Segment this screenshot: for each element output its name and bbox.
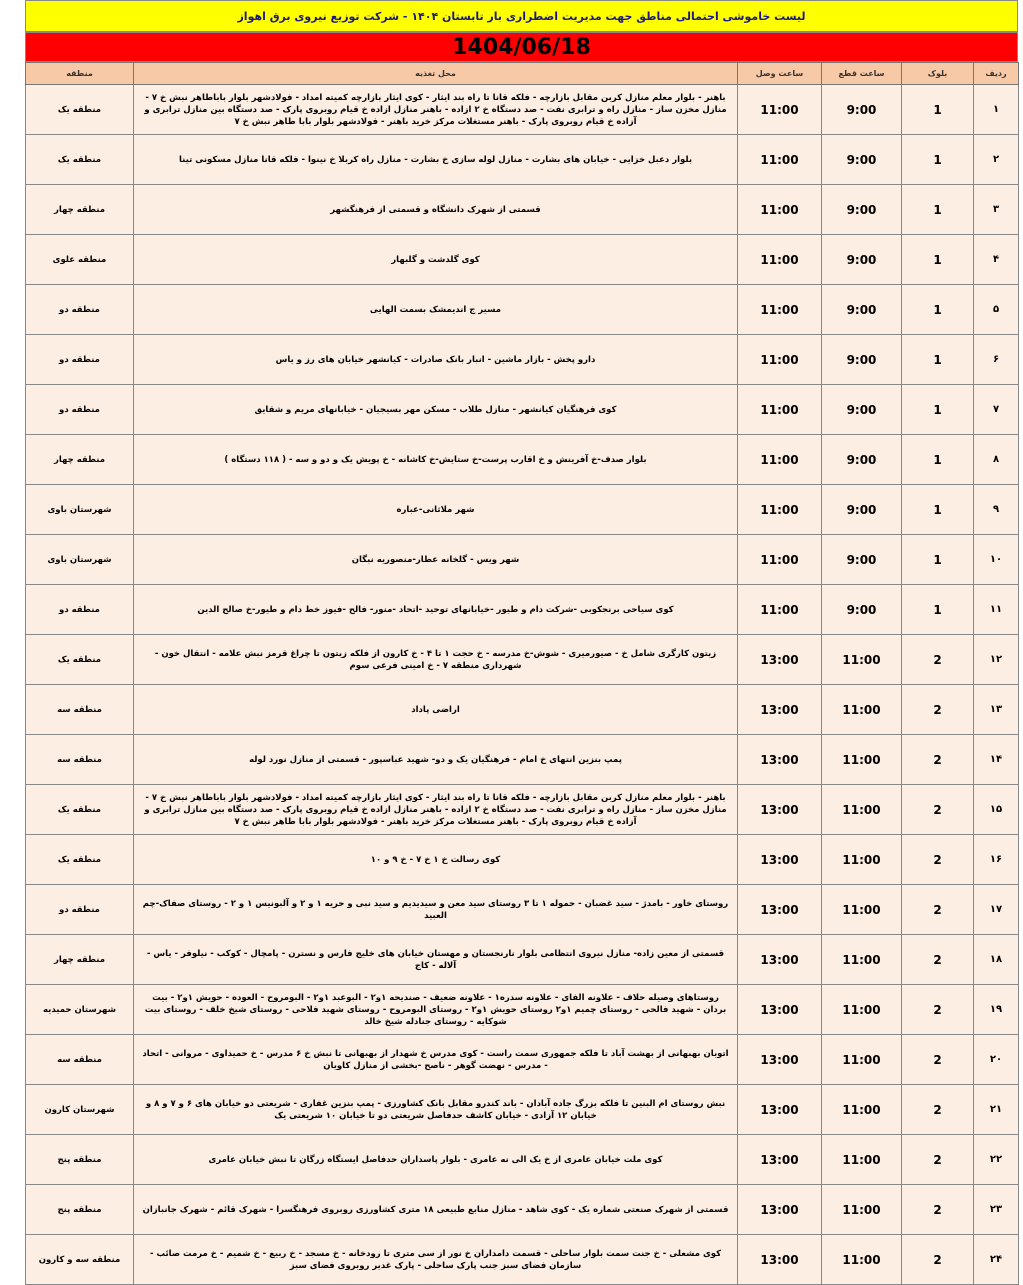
connect-time-cell: 13:00 — [738, 685, 822, 735]
region-cell: شهرستان حمیدیه — [26, 985, 134, 1035]
row-number-cell: ۲۴ — [974, 1235, 1019, 1285]
row-number-cell: ۹ — [974, 485, 1019, 535]
cut-time-cell: 9:00 — [822, 235, 902, 285]
cut-time-cell: 11:00 — [822, 1035, 902, 1085]
connect-time-cell: 11:00 — [738, 385, 822, 435]
block-cell: 2 — [902, 935, 974, 985]
row-number-cell: ۳ — [974, 185, 1019, 235]
block-cell: 2 — [902, 885, 974, 935]
table-row — [26, 535, 1019, 585]
region-cell: منطقه علوی — [26, 235, 134, 285]
table-header-row — [26, 63, 1019, 85]
table-row — [26, 935, 1019, 985]
table-row — [26, 385, 1019, 435]
region-cell: منطقه یک — [26, 785, 134, 835]
connect-time-cell: 13:00 — [738, 735, 822, 785]
connect-time-cell: 11:00 — [738, 585, 822, 635]
table-row — [26, 985, 1019, 1035]
location-cell: شهر ملاثانی-عباره — [134, 485, 738, 535]
table-row — [26, 1035, 1019, 1085]
table-row — [26, 735, 1019, 785]
region-cell: شهرستان باوی — [26, 485, 134, 535]
location-cell: قسمتی از شهرک دانشگاه و قسمتی از فرهنگشهر — [134, 185, 738, 235]
connect-time-cell: 13:00 — [738, 985, 822, 1035]
table-row — [26, 235, 1019, 285]
table-row — [26, 85, 1019, 135]
connect-time-cell: 11:00 — [738, 185, 822, 235]
cut-time-cell: 11:00 — [822, 735, 902, 785]
connect-time-cell: 13:00 — [738, 885, 822, 935]
cut-time-cell: 11:00 — [822, 1235, 902, 1285]
connect-time-cell: 11:00 — [738, 435, 822, 485]
block-cell: 2 — [902, 1085, 974, 1135]
region-cell: منطقه پنج — [26, 1135, 134, 1185]
block-cell: 2 — [902, 635, 974, 685]
cut-time-cell: 9:00 — [822, 285, 902, 335]
cut-time-cell: 9:00 — [822, 335, 902, 385]
row-number-cell: ۱۹ — [974, 985, 1019, 1035]
region-cell: منطقه پنج — [26, 1185, 134, 1235]
col-header-region: منطقه — [26, 63, 134, 85]
connect-time-cell: 11:00 — [738, 285, 822, 335]
table-row — [26, 285, 1019, 335]
block-cell: 1 — [902, 335, 974, 385]
location-cell: قسمتی از معین زاده- منازل نیروی انتظامی بلوار نارنجستان و مهستان خیابان های خلیج فارس و نسترن - پامچال - کوکب - نیلوفر - یاس - آلاله - کاج — [134, 935, 738, 985]
location-cell: پمپ بنزین انتهای خ امام - فرهنگیان یک و دو- شهید عباسپور - قسمتی از منازل نورد لوله — [134, 735, 738, 785]
connect-time-cell: 13:00 — [738, 1185, 822, 1235]
connect-time-cell: 13:00 — [738, 935, 822, 985]
connect-time-cell: 13:00 — [738, 1135, 822, 1185]
cut-time-cell: 11:00 — [822, 985, 902, 1035]
location-cell: بلوار دعبل خزایی - خیابان های بشارت - منازل لوله سازی خ بشارت - منازل راه کربلا خ نینوا - فلکه قانا منازل مسکونی تینا — [134, 135, 738, 185]
region-cell: منطقه یک — [26, 85, 134, 135]
region-cell: منطقه یک — [26, 635, 134, 685]
location-cell: اراضی پاداد — [134, 685, 738, 735]
cut-time-cell: 9:00 — [822, 585, 902, 635]
cut-time-cell: 11:00 — [822, 885, 902, 935]
connect-time-cell: 13:00 — [738, 1035, 822, 1085]
cut-time-cell: 9:00 — [822, 85, 902, 135]
region-cell: منطقه دو — [26, 385, 134, 435]
row-number-cell: ۲۰ — [974, 1035, 1019, 1085]
row-number-cell: ۱۱ — [974, 585, 1019, 635]
location-cell: قسمتی از شهرک صنعتی شماره یک - کوی شاهد - منازل منابع طبیعی ۱۸ متری کشاورزی روبروی فرهنگسرا - شهرک قائم - شهرک جانبازان — [134, 1185, 738, 1235]
region-cell: منطقه دو — [26, 285, 134, 335]
connect-time-cell: 13:00 — [738, 635, 822, 685]
block-cell: 1 — [902, 85, 974, 135]
col-header-row: ردیف — [974, 63, 1019, 85]
table-row — [26, 1235, 1019, 1285]
location-cell: کوی مشعلی - خ جنت سمت بلوار ساحلی - قسمت دامداران خ نور از سی متری تا رودخانه - خ مسجد - خ ربیع - خ شمیم - خ مرمت صائب - سازمان فضای سبز جنب پارک ساحلی - پارک غدیر روبروی فضای سبز — [134, 1235, 738, 1285]
row-number-cell: ۱۴ — [974, 735, 1019, 785]
schedule-sheet — [25, 0, 1018, 1280]
connect-time-cell: 13:00 — [738, 835, 822, 885]
cut-time-cell: 9:00 — [822, 535, 902, 585]
connect-time-cell: 13:00 — [738, 1085, 822, 1135]
location-cell: کوی رسالت خ ۱ خ ۷ - خ ۹ و ۱۰ — [134, 835, 738, 885]
table-row — [26, 485, 1019, 535]
cut-time-cell: 11:00 — [822, 685, 902, 735]
connect-time-cell: 11:00 — [738, 235, 822, 285]
location-cell: بلوار صدف-خ آفرینش و خ اقارب پرست-خ ستایش-خ کاشانه - خ پویش یک و دو و سه - ( ۱۱۸ دستگاه ) — [134, 435, 738, 485]
block-cell: 1 — [902, 485, 974, 535]
location-cell: کوی ملت خیابان عامری از خ یک الی نه عامری - بلوار پاسداران حدفاصل ایستگاه زرگان تا نبش خیابان عامری — [134, 1135, 738, 1185]
sheet-title: لیست خاموشی احتمالی مناطق جهت مدیریت اضطراری بار تابستان ۱۴۰۴ - شرکت توزیع نیروی برق اهواز — [25, 0, 1018, 32]
region-cell: منطقه دو — [26, 885, 134, 935]
col-header-location: محل تغذیه — [134, 63, 738, 85]
block-cell: 1 — [902, 435, 974, 485]
location-cell: مسیر ج اندیمشک بسمت الهایی — [134, 285, 738, 335]
connect-time-cell: 11:00 — [738, 335, 822, 385]
location-cell: روستاهای وصیله حلاف - علاونه الفای - علاونه سدره۱ - علاونه ضعیف - صندیحه ۱و۲ - البوعبد ۱و۲ - البومروح - العوده - حویش ۱و۲ - بیت بردان - شهید فالحی - روستای چمیم ۱و۲ روستای حویش ۱و۲ - روستای البومروح - روستای شهید فلاحی - روستای شیخ خلف - روستای بیت شوکایه - روستای جنادله شیخ خالد — [134, 985, 738, 1035]
region-cell: منطقه سه — [26, 1035, 134, 1085]
cut-time-cell: 11:00 — [822, 935, 902, 985]
table-row — [26, 135, 1019, 185]
row-number-cell: ۶ — [974, 335, 1019, 385]
block-cell: 1 — [902, 185, 974, 235]
table-row — [26, 685, 1019, 735]
location-cell: کوی گلدشت و گلبهار — [134, 235, 738, 285]
region-cell: منطقه یک — [26, 135, 134, 185]
connect-time-cell: 11:00 — [738, 85, 822, 135]
location-cell: شهر ویس - گلخانه عطار-منصوریه نبگان — [134, 535, 738, 585]
block-cell: 2 — [902, 685, 974, 735]
block-cell: 1 — [902, 135, 974, 185]
block-cell: 2 — [902, 1235, 974, 1285]
block-cell: 2 — [902, 835, 974, 885]
region-cell: منطقه یک — [26, 835, 134, 885]
location-cell: باهنر - بلوار معلم منازل کربن مقابل بازارچه - فلکه قانا تا راه بند ایثار - کوی ایثار بازارچه کمیته امداد - فولادشهر بلوار باباطاهر نبش خ ۷ - منازل مخزن ساز - منازل راه و ترابری نفت - صد دستگاه خ ۲ ازاده - باهنر منازل ازاده خ قیام روبروی پارک - صد دستگاه بین منازل ترابری و آزاده خ قیام روبروی پارک - باهنر مستغلات مرکز خرید باهنر - فولادشهر بلوار بابا طاهر نبش خ ۷ — [134, 785, 738, 835]
region-cell: منطقه چهار — [26, 185, 134, 235]
cut-time-cell: 11:00 — [822, 1185, 902, 1235]
block-cell: 1 — [902, 585, 974, 635]
connect-time-cell: 11:00 — [738, 485, 822, 535]
table-row — [26, 635, 1019, 685]
region-cell: منطقه سه و کارون — [26, 1235, 134, 1285]
connect-time-cell: 11:00 — [738, 135, 822, 185]
row-number-cell: ۲۳ — [974, 1185, 1019, 1235]
table-row — [26, 185, 1019, 235]
block-cell: 2 — [902, 1185, 974, 1235]
row-number-cell: ۱۸ — [974, 935, 1019, 985]
row-number-cell: ۷ — [974, 385, 1019, 435]
col-header-connect-time: ساعت وصل — [738, 63, 822, 85]
table-body — [26, 85, 1019, 1285]
cut-time-cell: 9:00 — [822, 385, 902, 435]
region-cell: منطقه دو — [26, 335, 134, 385]
region-cell: شهرستان باوی — [26, 535, 134, 585]
region-cell: منطقه سه — [26, 735, 134, 785]
row-number-cell: ۱۰ — [974, 535, 1019, 585]
location-cell: کوی فرهنگیان کیانشهر - منازل طلاب - مسکن مهر بسیجیان - خیابانهای مریم و شقایق — [134, 385, 738, 435]
block-cell: 2 — [902, 785, 974, 835]
cut-time-cell: 11:00 — [822, 835, 902, 885]
cut-time-cell: 9:00 — [822, 435, 902, 485]
cut-time-cell: 11:00 — [822, 635, 902, 685]
table-row — [26, 885, 1019, 935]
row-number-cell: ۱۲ — [974, 635, 1019, 685]
cut-time-cell: 9:00 — [822, 135, 902, 185]
region-cell: شهرستان کارون — [26, 1085, 134, 1135]
col-header-block: بلوک — [902, 63, 974, 85]
region-cell: منطقه سه — [26, 685, 134, 735]
cut-time-cell: 9:00 — [822, 485, 902, 535]
region-cell: منطقه چهار — [26, 935, 134, 985]
table-row — [26, 585, 1019, 635]
location-cell: باهنر - بلوار معلم منازل کربن مقابل بازارچه - فلکه قانا تا راه بند ایثار - کوی ایثار بازارچه کمیته امداد - فولادشهر بلوار باباطاهر نبش خ ۷ - منازل مخزن ساز - منازل راه و ترابری نفت - صد دستگاه خ ۲ ازاده - باهنر منازل ازاده خ قیام روبروی پارک - صد دستگاه بین منازل ترابری و آزاده خ قیام روبروی پارک - باهنر مستغلات مرکز خرید باهنر - فولادشهر بلوار بابا طاهر نبش خ ۷ — [134, 85, 738, 135]
location-cell: کوی سیاحی برنجکوبی -شرکت دام و طیور -خیابانهای توحید -اتحاد -منور- فالح -فیوز خط دام و طیور-خ صالح الدین — [134, 585, 738, 635]
block-cell: 1 — [902, 235, 974, 285]
row-number-cell: ۸ — [974, 435, 1019, 485]
block-cell: 1 — [902, 385, 974, 435]
row-number-cell: ۴ — [974, 235, 1019, 285]
location-cell: اتوبان بهبهانی از بهشت آباد تا فلکه جمهوری سمت راست - کوی مدرس خ شهدار از بهبهانی تا نبش خ ۶ مدرس - خ حمیداوی - مروانی - اتحاد - مدرس - نهضت گوهر - ناصح -بخشی از منازل کاویان — [134, 1035, 738, 1085]
table-row — [26, 835, 1019, 885]
table-row — [26, 335, 1019, 385]
block-cell: 2 — [902, 735, 974, 785]
region-cell: منطقه چهار — [26, 435, 134, 485]
cut-time-cell: 11:00 — [822, 1085, 902, 1135]
table-row — [26, 785, 1019, 835]
row-number-cell: ۱۵ — [974, 785, 1019, 835]
connect-time-cell: 13:00 — [738, 785, 822, 835]
cut-time-cell: 11:00 — [822, 785, 902, 835]
row-number-cell: ۱۷ — [974, 885, 1019, 935]
region-cell: منطقه دو — [26, 585, 134, 635]
outage-table — [25, 62, 1019, 1285]
row-number-cell: ۱۳ — [974, 685, 1019, 735]
row-number-cell: ۱۶ — [974, 835, 1019, 885]
connect-time-cell: 11:00 — [738, 535, 822, 585]
row-number-cell: ۵ — [974, 285, 1019, 335]
row-number-cell: ۲ — [974, 135, 1019, 185]
location-cell: زیتون کارگری شامل خ - صیورمیری - شوش-خ مدرسه - خ حجت ۱ تا ۴ - خ کارون از فلکه زیتون تا چراغ قرمز نبش علامه - انتقال خون - شهرداری منطقه ۷ - خ امینی فرعی سوم — [134, 635, 738, 685]
block-cell: 1 — [902, 535, 974, 585]
table-row — [26, 435, 1019, 485]
location-cell: روستای خاور - بامدژ - سید غضبان - حموله ۱ تا ۳ روستای سید معن و سیدیدیم و سید نبی و حریه ۱ و ۲ و آلبونیس ۱ و ۲ - روستای صفاک-چم العبید — [134, 885, 738, 935]
connect-time-cell: 13:00 — [738, 1235, 822, 1285]
table-row — [26, 1135, 1019, 1185]
location-cell: نبش روستای ام البنین تا فلکه بزرگ جاده آبادان - باند کندرو مقابل بانک کشاورزی - پمپ بنزین غفاری - شریعتی دو خیابان های ۶ و ۷ و ۸ و خیابان ۱۲ آزادی - خیابان کاشف حدفاصل شریعتی دو تا خیابان ۱۰ شریعتی یک — [134, 1085, 738, 1135]
row-number-cell: ۲۱ — [974, 1085, 1019, 1135]
cut-time-cell: 11:00 — [822, 1135, 902, 1185]
col-header-cut-time: ساعت قطع — [822, 63, 902, 85]
block-cell: 2 — [902, 1035, 974, 1085]
table-row — [26, 1185, 1019, 1235]
row-number-cell: ۲۲ — [974, 1135, 1019, 1185]
cut-time-cell: 9:00 — [822, 185, 902, 235]
block-cell: 1 — [902, 285, 974, 335]
block-cell: 2 — [902, 985, 974, 1035]
row-number-cell: ۱ — [974, 85, 1019, 135]
table-row — [26, 1085, 1019, 1135]
location-cell: دارو پخش - بازار ماشین - انبار بانک صادرات - کیانشهر خیابان های رز و یاس — [134, 335, 738, 385]
sheet-date: 1404/06/18 — [25, 32, 1018, 62]
block-cell: 2 — [902, 1135, 974, 1185]
